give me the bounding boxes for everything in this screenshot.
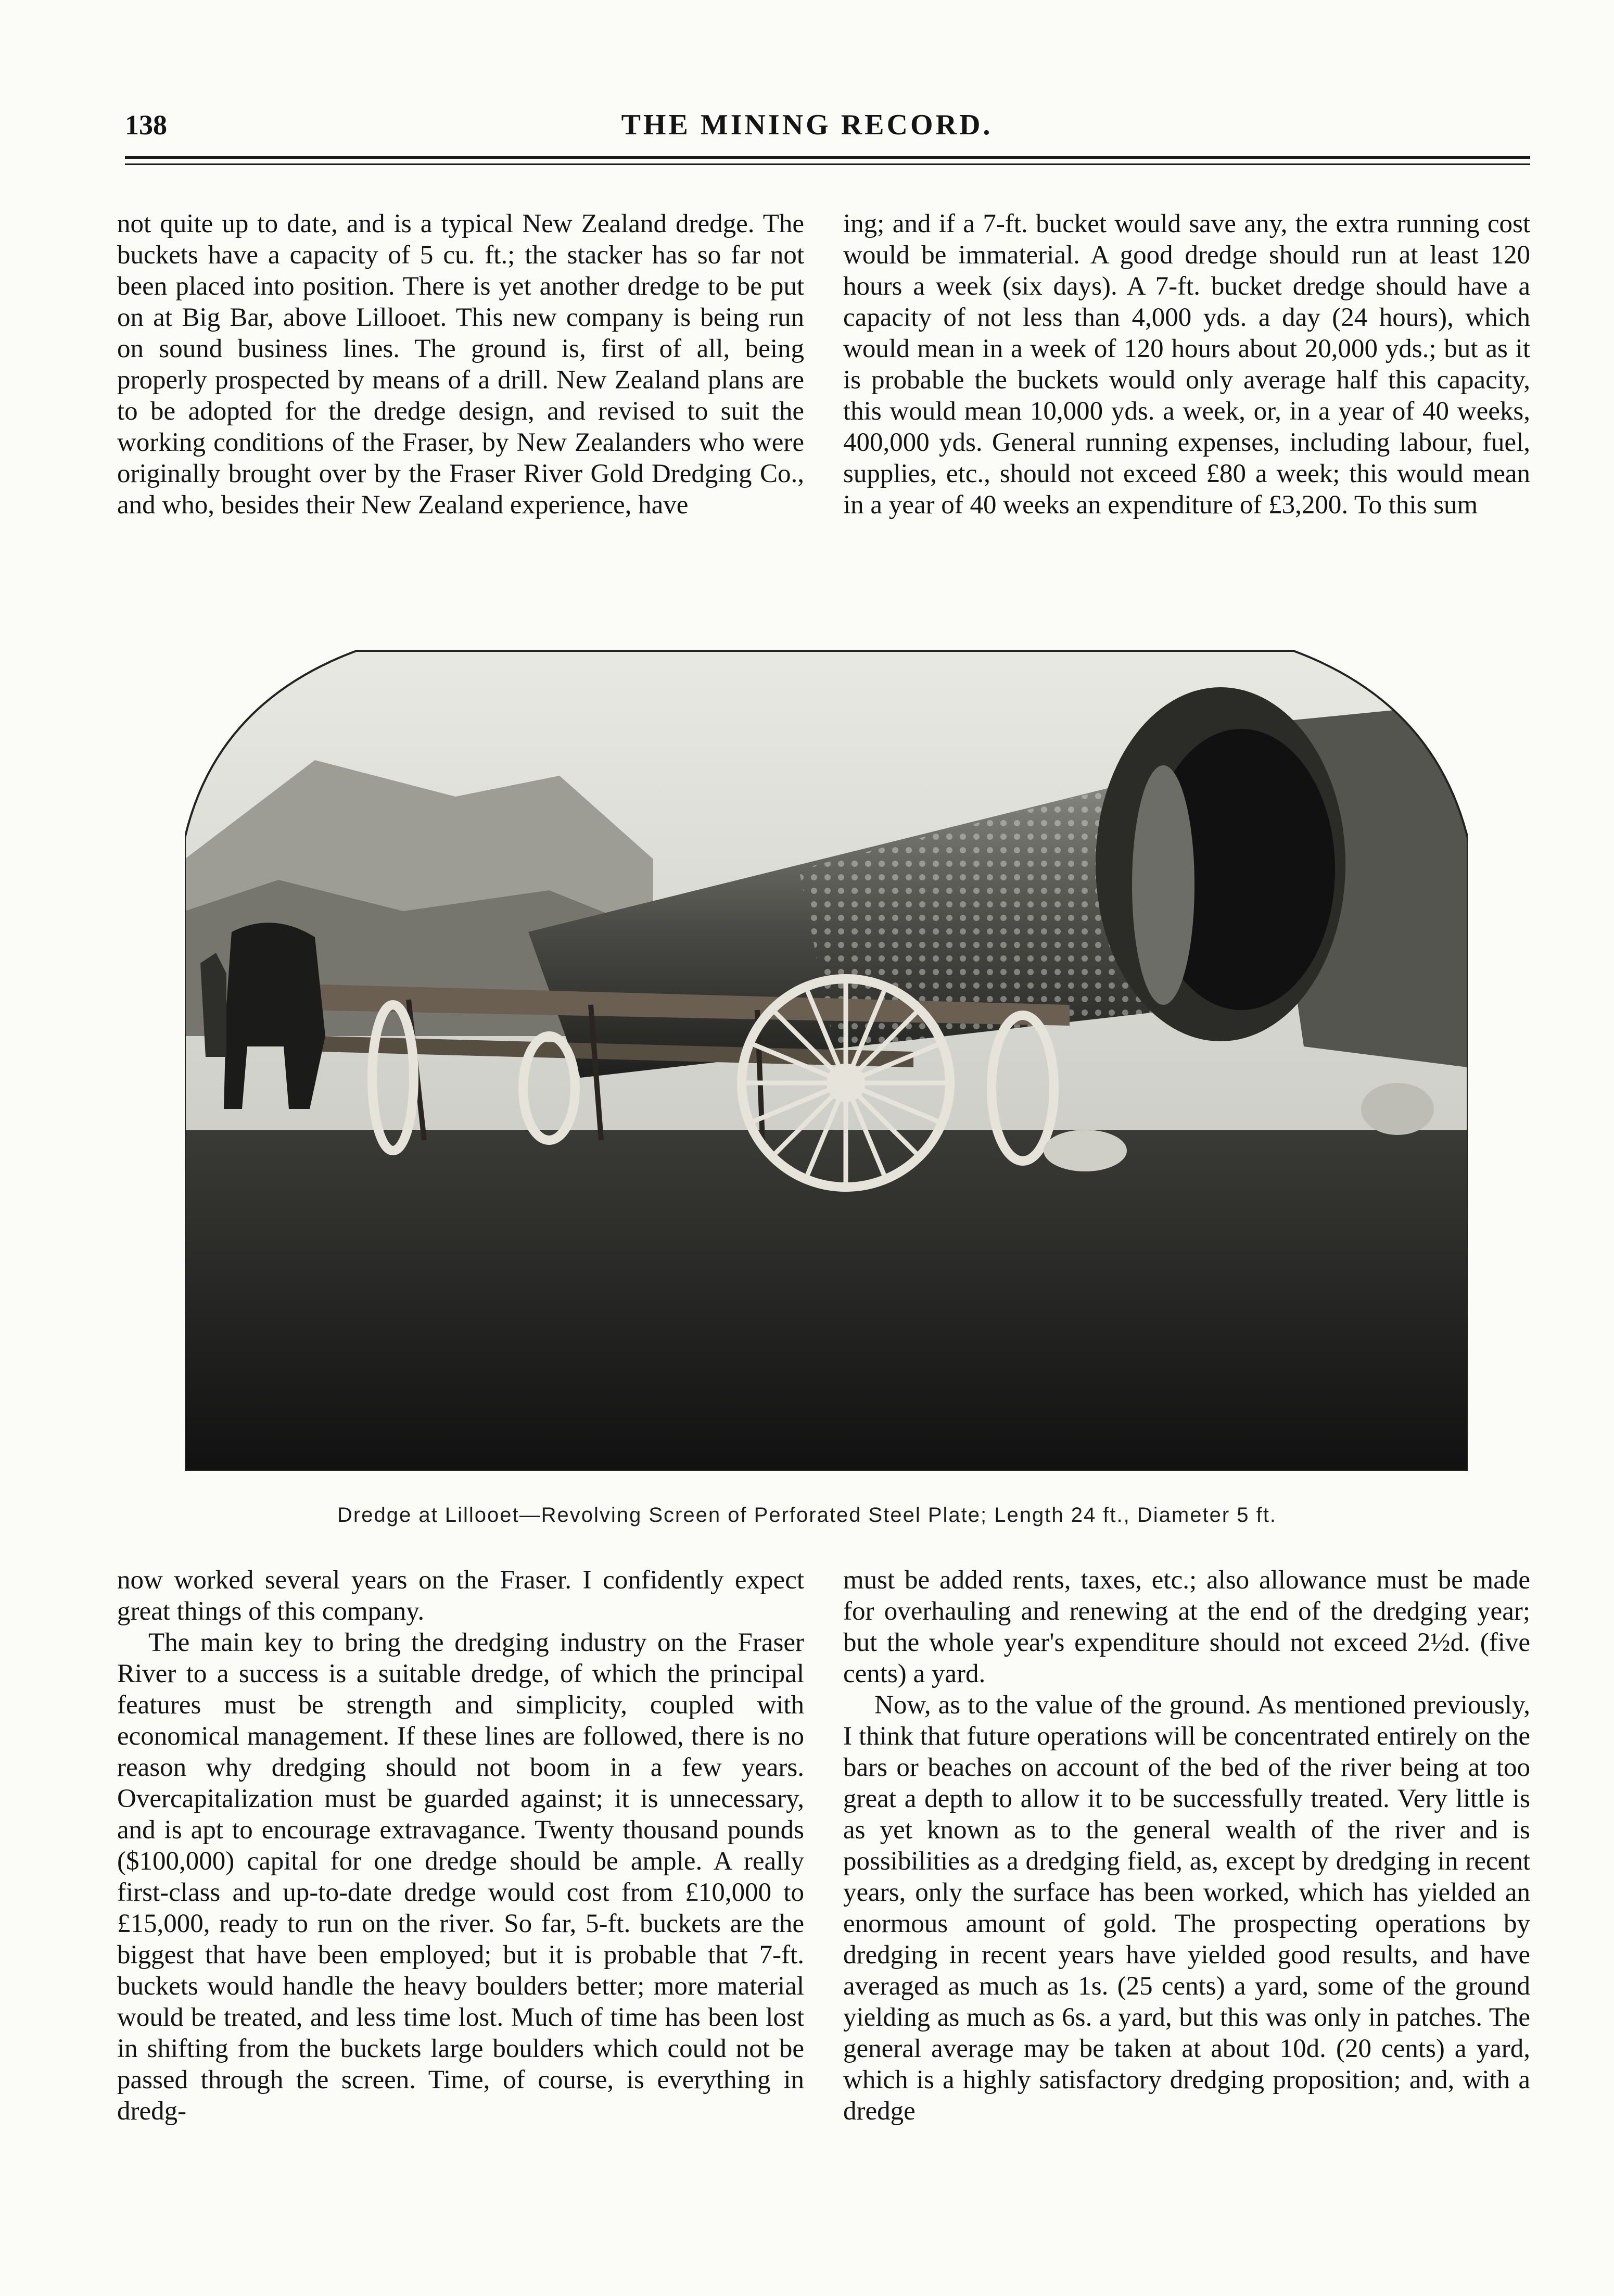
dredge-photograph	[185, 640, 1468, 1471]
header-rule-thick	[125, 156, 1530, 159]
top-left-column	[117, 208, 804, 521]
top-right-paragraph: ing; and if a 7-ft. bucket would save any, the extra running cost would be immaterial. A good dredge should run at least 120 hours a week (six days). A 7-ft. bucket dredge should have a capacity of not less than 4,000 yds. a day (24 hours), which would mean in a week of 120 hours about 20,000 yds.; but as it is probable the buckets would only average half this capacity, this would mean 10,000 yds. a week, or, in a year of 40 weeks, 400,000 yds. General running expenses, including labour, fuel, supplies, etc., should not exceed £80 a week; this would mean in a year of 40 weeks an expenditure of £3,200. To this sum	[843, 209, 1530, 520]
bottom-left-paragraph-1: now worked several years on the Fraser. I confidently expect great things of this company.	[117, 1566, 804, 1626]
top-right-column	[843, 208, 1530, 521]
bottom-right-column	[843, 1565, 1530, 2127]
bottom-left-paragraph-2: The main key to bring the dredging industry on the Fraser River to a success is a suitable dredge, of which the principal features must be strength and simplicity, coupled with economical management. If these lines are followed, there is no reason why dredging should not boom in a few years. Overcapitalization must be guarded against; it is unnecessary, and is apt to encourage extravagance. Twenty thousand pounds ($100,000) capital for one dredge should be ample. A really first-class and up-to-date dredge would cost from £10,000 to £15,000, ready to run on the river. So far, 5-ft. buckets are the biggest that have been employed; but it is probable that 7-ft. buckets would handle the heavy boulders better; more material would be treated, and less time lost. Much of time has been lost in shifting from the buckets large boulders which could not be passed through the screen. Time, of course, is everything in dredg-	[117, 1628, 804, 2126]
page-header	[0, 109, 1614, 167]
bottom-left-column	[117, 1565, 804, 2127]
page-number: 138	[125, 109, 167, 141]
header-rule-thin	[125, 163, 1530, 165]
bottom-right-paragraph-2: Now, as to the value of the ground. As mentioned previously, I think that future operations will be concentrated entirely on the bars or beaches on account of the bed of the river being at too great a depth to allow it to be successfully treated. Very little is as yet known as to the general wealth of the river and is possibilities as a dredging field, as, except by dredging in recent years, only the surface has been worked, which has yielded an enormous amount of gold. The prospecting operations by dredging in recent years have yielded good results, and have averaged as much as 1s. (25 cents) a yard, some of the ground yielding as much as 6s. a yard, but this was only in patches. The general average may be taken at about 10d. (20 cents) a yard, which is a highly satisfactory dredging proposition; and, with a dredge	[843, 1691, 1530, 2126]
bottom-right-paragraph-1: must be added rents, taxes, etc.; also allowance must be made for overhauling and renewing at the end of the dredging year; but the whole year's expenditure should not exceed 2½d. (five cents) a yard.	[843, 1566, 1530, 1688]
top-left-paragraph: not quite up to date, and is a typical New Zealand dredge. The buckets have a capacity of 5 cu. ft.; the stacker has so far not been placed into position. There is yet another dredge to be put on at Big Bar, above Lillooet. This new company is being run on sound business lines. The ground is, first of all, being properly prospected by means of a drill. New Zealand plans are to be adopted for the dredge design, and revised to suit the working conditions of the Fraser, by New Zealanders who were originally brought over by the Fraser River Gold Dredging Co., and who, besides their New Zealand experience, have	[117, 209, 804, 520]
journal-title: THE MINING RECORD.	[621, 109, 993, 141]
figure-caption: Dredge at Lillooet—Revolving Screen of Perforated Steel Plate; Length 24 ft., Diameter 5 ft.	[337, 1504, 1277, 1527]
